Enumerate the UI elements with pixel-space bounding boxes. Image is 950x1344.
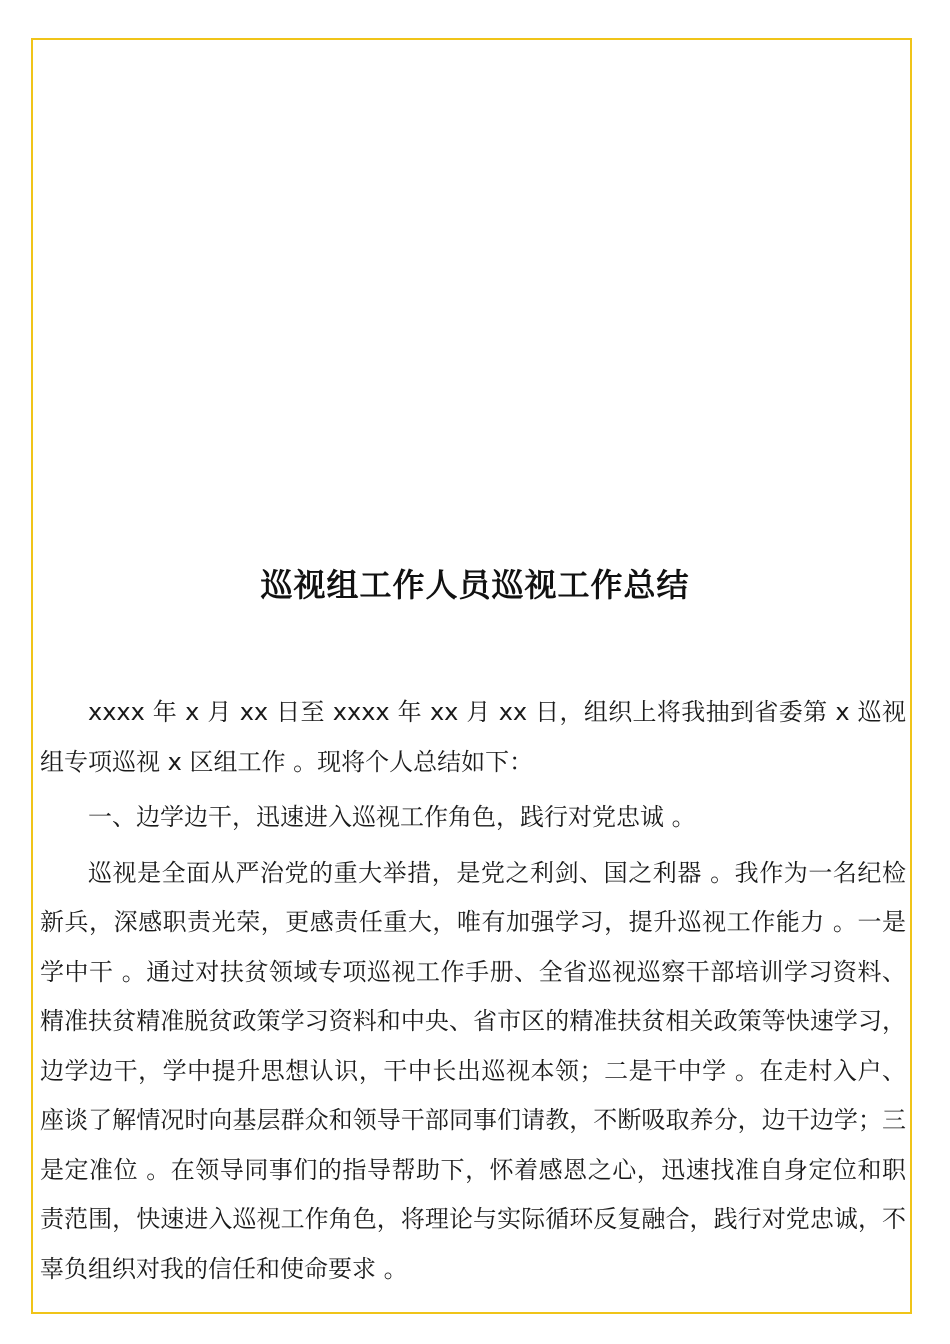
intro-paragraph: xxxx 年 x 月 xx 日至 xxxx 年 xx 月 xx 日，组织上将我抽到省委第 x 巡视组专项巡视 x 区组工作 。现将个人总结如下：: [40, 698, 906, 776]
body-paragraph: 巡视是全面从严治党的重大举措，是党之利剑、国之利器 。我作为一名纪检新兵，深感职责光荣，更感责任重大，唯有加强学习，提升巡视工作能力 。一是学中干 。通过对扶贫领域专项巡视工作手册、全省巡视巡察干部培训学习资料、精准扶贫精准脱贫政策学习资料和中央、省市区的精准扶贫相关政策等快速学习，边学边干，学中提升思想认识，干中长出巡视本领；二是干中学 。在走村入户、座谈了解情况时向基层群众和领导干部同事们请教，不断吸取养分，边干边学；三是定准位 。在领导同事们的指导帮助下，怀着感恩之心，迅速找准自身定位和职责范围，快速进入巡视工作角色，将理论与实际循环反复融合，践行对党忠诚，不辜负组织对我的信任和使命要求 。: [40, 858, 906, 1283]
document-title: 巡视组工作人员巡视工作总结: [260, 566, 690, 604]
document-body: [40, 688, 906, 1300]
section-heading-1: 一、边学边干，迅速进入巡视工作角色，践行对党忠诚 。: [88, 803, 696, 831]
